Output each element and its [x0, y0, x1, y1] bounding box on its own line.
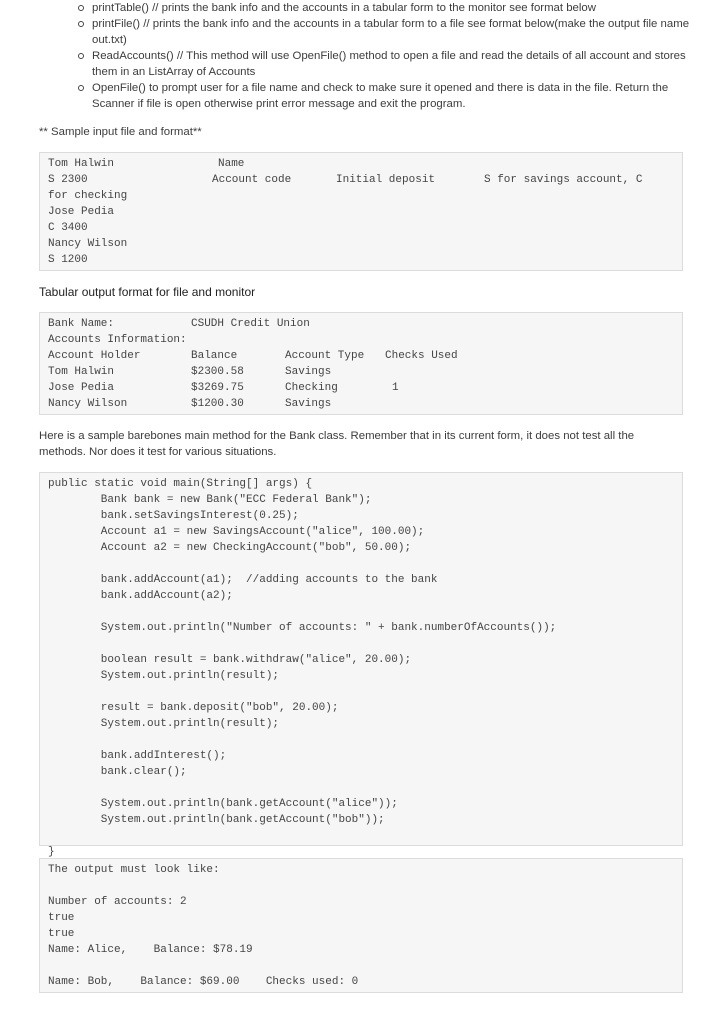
bank-name-value: CSUDH Credit Union: [191, 318, 310, 330]
input-line: Tom Halwin: [48, 158, 115, 170]
code-line: bank.addInterest();: [48, 750, 227, 762]
input-col-savings-code: S for savings account, C: [484, 174, 643, 186]
input-name-header: Name: [218, 158, 245, 170]
input-line: S 2300: [48, 174, 88, 186]
code-line: System.out.println(bank.getAccount("bob"));: [48, 814, 385, 826]
row-holder: Tom Halwin: [48, 366, 115, 378]
col-header-checks: Checks Used: [385, 350, 458, 362]
input-line: S 1200: [48, 254, 88, 266]
row-type: Checking: [285, 382, 338, 394]
code-line: System.out.println(bank.getAccount("alice"));: [48, 798, 398, 810]
row-balance: $1200.30: [191, 398, 244, 410]
code-line: System.out.println(result);: [48, 718, 280, 730]
method-bullet-list: [92, 0, 692, 112]
code-line: Account a1 = new SavingsAccount("alice", 100.00);: [48, 526, 425, 538]
input-line: C 3400: [48, 222, 88, 234]
bullet-open-file: OpenFile() to prompt user for a file name and check to make sure it opened and there is data in the file. Return the Scanner if file is open otherwise print error message and exit the program.: [92, 80, 692, 112]
accounts-info-label: Accounts Information:: [48, 334, 187, 346]
row-type: Savings: [285, 366, 332, 378]
code-line: System.out.println("Number of accounts: " + bank.numberOfAccounts());: [48, 622, 557, 634]
input-line: Nancy Wilson: [48, 238, 128, 250]
row-checks: 1: [392, 382, 399, 394]
sample-input-heading: ** Sample input file and format**: [39, 126, 202, 138]
bullet-read-accounts: ReadAccounts() // This method will use OpenFile() method to open a file and read the details of all account and stores them in an ListArray of Accounts: [92, 48, 692, 80]
col-header-holder: Account Holder: [48, 350, 141, 362]
expected-output-box: [39, 858, 683, 993]
output-line: Number of accounts: 2: [48, 896, 187, 908]
main-method-note: Here is a sample barebones main method for the Bank class. Remember that in its current form, it does not test all the methods. Nor does it test for various situations.: [39, 430, 635, 458]
row-type: Savings: [285, 398, 332, 410]
code-line: Account a2 = new CheckingAccount("bob", 50.00);: [48, 542, 412, 554]
row-balance: $2300.58: [191, 366, 244, 378]
output-line: Name: Bob, Balance: $69.00 Checks used: 0: [48, 976, 359, 988]
bank-name-label: Bank Name:: [48, 318, 115, 330]
output-line: true: [48, 912, 75, 924]
input-col-initial-deposit: Initial deposit: [336, 174, 436, 186]
code-line: result = bank.deposit("bob", 20.00);: [48, 702, 339, 714]
input-line: Jose Pedia: [48, 206, 115, 218]
code-line: bank.clear();: [48, 766, 187, 778]
input-line: for checking: [48, 190, 128, 202]
code-line: bank.addAccount(a2);: [48, 590, 233, 602]
code-line: bank.addAccount(a1); //adding accounts to the bank: [48, 574, 438, 586]
col-header-type: Account Type: [285, 350, 365, 362]
output-line: true: [48, 928, 75, 940]
main-method-code-box: [39, 472, 683, 858]
code-line: public static void main(String[] args) {: [48, 478, 313, 490]
code-line: }: [48, 846, 55, 858]
input-col-account-code: Account code: [212, 174, 292, 186]
col-header-balance: Balance: [191, 350, 238, 362]
output-line: The output must look like:: [48, 864, 220, 876]
code-line: System.out.println(result);: [48, 670, 280, 682]
row-balance: $3269.75: [191, 382, 244, 394]
row-holder: Jose Pedia: [48, 382, 115, 394]
tabular-output-box: [39, 312, 683, 415]
bullet-print-table: printTable() // prints the bank info and the accounts in a tabular form to the monitor see format below: [92, 0, 692, 16]
bullet-print-file: printFile() // prints the bank info and the accounts in a tabular form to a file see format below(make the output file name out.txt): [92, 16, 692, 48]
code-line: bank.setSavingsInterest(0.25);: [48, 510, 299, 522]
sample-input-box: [39, 152, 683, 271]
tabular-output-heading: Tabular output format for file and monitor: [39, 285, 256, 299]
code-line: boolean result = bank.withdraw("alice", 20.00);: [48, 654, 412, 666]
code-line: Bank bank = new Bank("ECC Federal Bank");: [48, 494, 372, 506]
row-holder: Nancy Wilson: [48, 398, 128, 410]
output-line: Name: Alice, Balance: $78.19: [48, 944, 253, 956]
